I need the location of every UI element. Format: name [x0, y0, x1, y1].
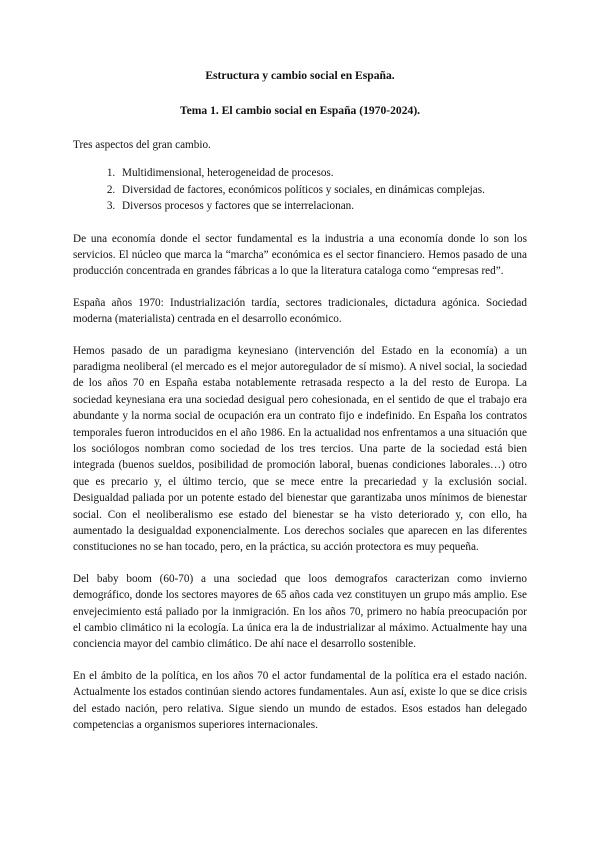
document-subtitle: Tema 1. El cambio social en España (1970-2024).: [179, 104, 421, 117]
intro-text: Tres aspectos del gran cambio.: [73, 139, 211, 151]
document-title: Estructura y cambio social en España.: [205, 69, 395, 82]
paragraph-spain-1970: España años 1970: Industrialización tardía, sectores tradicionales, dictadura agónica. Sociedad moderna (materialista) centrada en el desarrollo económico.: [73, 296, 527, 326]
paragraph-demography: Del baby boom (60-70) a una sociedad que loos demografos caracterizan como invierno demográfico, donde los sectores mayores de 65 años cada vez constituyen un grupo más amplio. Ese envejecimiento está paliado por la inmigración. En los años 70, primero no había preocupación por el cambio climático ni la ecología. La única era la de industrializar al máximo. Actualmente hay una conciencia mayor del cambio climático. De ahí nace el desarrollo sostenible.: [73, 572, 527, 651]
list-item: 1. Multidimensional, heterogeneidad de procesos.: [118, 165, 527, 182]
list-item: 2. Diversidad de factores, económicos políticos y sociales, en dinámicas complejas.: [118, 182, 527, 199]
paragraph-paradigm: Hemos pasado de un paradigma keynesiano (intervención del Estado en la economía) a un paradigma neoliberal (el mercado es el mejor autoregulador de sí mismo). A nivel social, la sociedad de los años 70 en España estaba notablemente retrasada respecto a la del resto de Europa. La sociedad keynesiana era una sociedad desigual pero cohesionada, en el sentido de que el trabajo era abundante y la norma social de ocupación era un contrato fijo e indefinido. En España los contratos temporales fueron introducidos en el año 1986. En la actualidad nos enfrentamos a una situación que los sociólogos nombran como sociedad de los tres tercios. Una parte de la sociedad está bien integrada (buenos sueldos, posibilidad de promoción laboral, buenas condiciones laborales…) otro que es precario y, el último tercio, que se mece entre la precariedad y la exclusión social. Desigualdad paliada por un potente estado del bienestar que garantizaba unos mínimos de bienestar social. Con el neoliberalismo ese estado del bienestar se ha visto deteriorado y, con ello, ha aumentado la desigualdad exponencialmente. Los derechos sociales que aparecen en las diferentes constituciones no se han tocado, pero, en la práctica, su acción protectora es muy pequeña.: [73, 344, 527, 554]
list-item: 3. Diversos procesos y factores que se interrelacionan.: [118, 198, 527, 215]
paragraph-politics: En el ámbito de la política, en los años 70 el actor fundamental de la política era el estado nación. Actualmente los estados continúan siendo actores fundamentales. Aun así, existe lo que se dice crisis del estado nación, pero relativa. Sigue siendo un mundo de estados. Esos estados han delegado competencias a organismos superiores internacionales.: [73, 669, 527, 732]
aspects-list: [73, 165, 527, 215]
paragraph-economy: De una economía donde el sector fundamental es la industria a una economía donde lo son los servicios. El núcleo que marca la “marcha” económica es el sector financiero. Hemos pasado de una producción concentrada en grandes fábricas a lo que la literatura cataloga como “empresas red”.: [73, 232, 527, 278]
